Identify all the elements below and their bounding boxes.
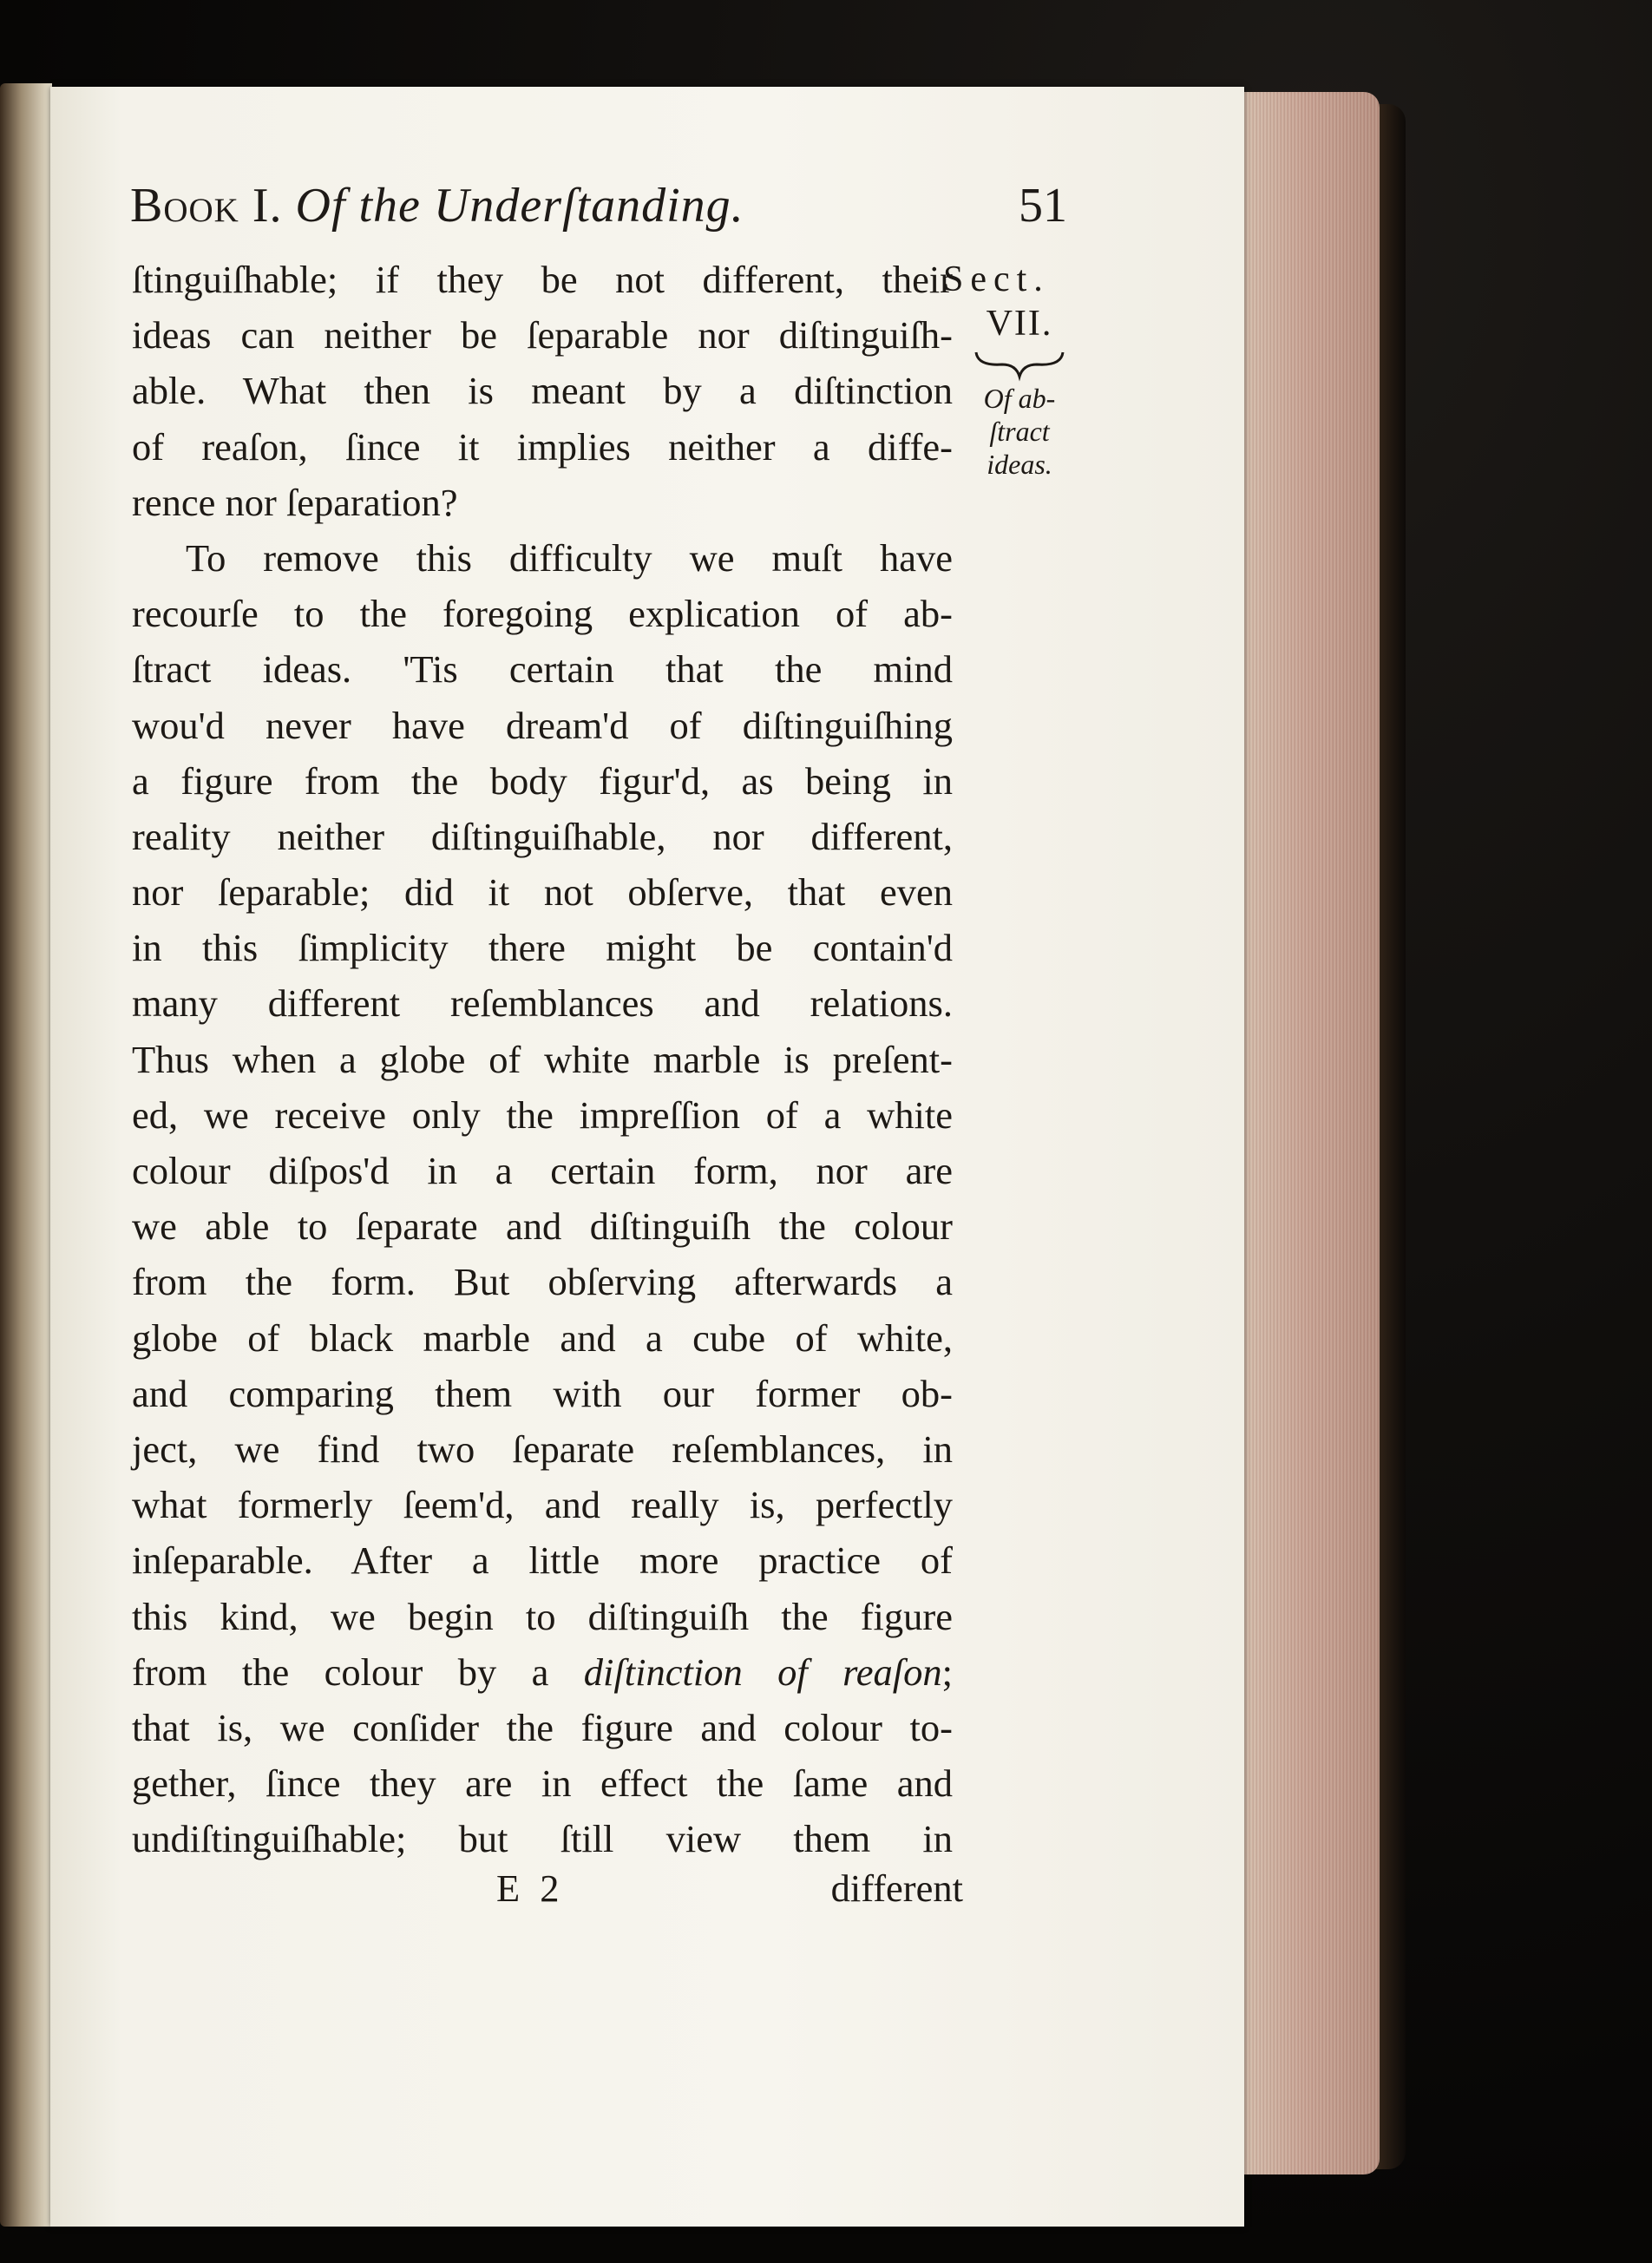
text-line: inſeparable. After a little more practice of — [132, 1538, 953, 1583]
text-line: colour diſpos'd in a certain form, nor are — [132, 1149, 953, 1192]
text-line: many different reſemblances and relations. — [132, 981, 953, 1026]
text-fragment: ; — [941, 1650, 953, 1694]
running-title — [130, 178, 744, 233]
running-header — [130, 178, 1067, 247]
topic-line-2: ſtract — [989, 416, 1050, 447]
text-fragment: from the colour by a — [132, 1650, 584, 1694]
text-line: that is, we conſider the figure and colour to- — [132, 1705, 953, 1749]
text-line: of reaſon, ſince it implies neither a diffe- — [132, 424, 953, 469]
page-title: Of the Underſtanding. — [295, 179, 744, 233]
body-text — [132, 252, 953, 1866]
text-line: what formerly ſeem'd, and really is, perfectly — [132, 1483, 953, 1527]
brace-icon — [950, 347, 1089, 382]
page-footer — [132, 1866, 963, 1921]
catchword: different — [830, 1866, 963, 1910]
text-line: globe of black marble and a cube of white, — [132, 1315, 953, 1360]
book-label: Book I. — [130, 179, 283, 233]
text-line: from the form. But obſerving afterwards a — [132, 1260, 953, 1304]
text-line: ideas can neither be ſeparable nor diſtinguiſh- — [132, 313, 953, 357]
section-label: Sect. — [943, 259, 1050, 299]
text-line: recourſe to the foregoing explication of ab- — [132, 592, 953, 636]
topic-line-3: ideas. — [987, 449, 1052, 480]
page-block-fore-edge — [1232, 92, 1380, 2174]
text-line: a figure from the body figur'd, as being in — [132, 758, 953, 803]
text-line: Thus when a globe of white marble is preſent- — [132, 1037, 953, 1081]
text-line: nor ſeparable; did it not obſerve, that even — [132, 870, 953, 915]
text-line: in this ſimplicity there might be contain'd — [132, 926, 953, 970]
page-number: 51 — [1019, 179, 1067, 233]
text-line: able. What then is meant by a diſtinction — [132, 369, 953, 413]
text-line-with-italic — [132, 1644, 953, 1700]
text-line: ed, we receive only the impreſſion of a white — [132, 1092, 953, 1137]
signature-mark: E 2 — [496, 1866, 565, 1910]
marginal-note — [943, 259, 1089, 481]
text-line: reality neither diſtinguiſhable, nor different, — [132, 814, 953, 858]
topic-line-1: Of ab- — [983, 383, 1056, 414]
text-line: gether, ſince they are in effect the ſame and — [132, 1761, 953, 1806]
text-line: wou'd never have dream'd of diſtinguiſhing — [132, 703, 953, 747]
text-line: ject, we find two ſeparate reſemblances, in — [132, 1427, 953, 1471]
text-line: ſtinguiſhable; if they be not different, their — [132, 258, 953, 301]
text-line: rence nor ſeparation? — [132, 480, 458, 524]
text-line: and comparing them with our former ob- — [132, 1371, 953, 1415]
text-line: ſtract ideas. 'Tis certain that the mind — [132, 647, 953, 692]
facing-page-edge — [0, 83, 52, 2227]
text-line: this kind, we begin to diſtinguiſh the figure — [132, 1594, 953, 1638]
text-line: To remove this difficulty we muſt have — [186, 535, 953, 580]
section-number: VII. — [986, 304, 1053, 344]
italic-phrase: diſtinction of reaſon — [583, 1650, 942, 1694]
text-line: undiſtinguiſhable; but ſtill view them in — [132, 1817, 953, 1861]
text-line: we able to ſeparate and diſtinguiſh the colour — [132, 1204, 953, 1249]
